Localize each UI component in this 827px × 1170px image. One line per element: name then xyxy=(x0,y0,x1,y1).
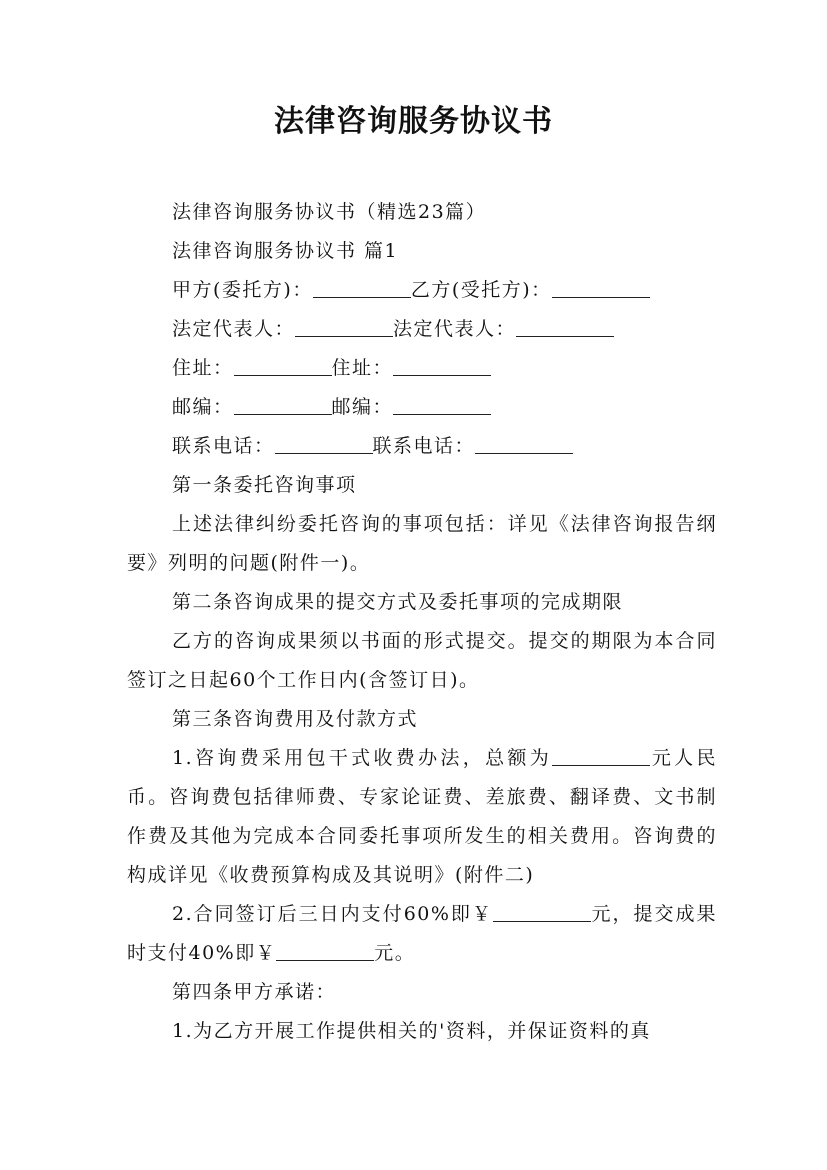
first-payment-blank xyxy=(493,899,591,922)
final-payment-blank xyxy=(276,938,374,961)
address-line xyxy=(127,349,717,388)
zip-line xyxy=(127,388,717,427)
clause-1-text: 上述法律纠纷委托咨询的事项包括：详见《法律咨询报告纲要》列明的问题(附件一)。 xyxy=(127,513,717,574)
zip-label-b: 邮编： xyxy=(331,396,394,418)
party-a-blank xyxy=(313,275,411,298)
clause-3-item-2-end: 元。 xyxy=(374,942,416,964)
clause-2-text: 乙方的咨询成果须以书面的形式提交。提交的期限为本合同签订之日起60个工作日内(含签订日)。 xyxy=(127,630,717,691)
party-a-label: 甲方(委托方)： xyxy=(172,279,313,301)
party-b-label: 乙方(受托方)： xyxy=(410,279,552,301)
zip-label-a: 邮编： xyxy=(172,396,234,418)
fee-total-blank xyxy=(552,743,650,766)
rep-b-blank xyxy=(516,314,614,337)
representative-line xyxy=(127,310,717,349)
address-label-b: 住址： xyxy=(331,357,394,379)
clause-4-item-1: 1.为乙方开展工作提供相关的'资料，并保证资料的真 xyxy=(172,1020,651,1042)
section-heading: 法律咨询服务协议书 篇1 xyxy=(172,240,399,262)
document-body xyxy=(127,193,717,1051)
clause-1-heading: 第一条委托咨询事项 xyxy=(172,474,357,496)
clause-2-heading: 第二条咨询成果的提交方式及委托事项的完成期限 xyxy=(172,591,624,613)
address-label-a: 住址： xyxy=(172,357,234,379)
document-title: 法律咨询服务协议书 xyxy=(274,104,553,139)
phone-a-blank xyxy=(275,431,373,454)
clause-3-item-2-middle: 元，提交成果时支付40%即￥ xyxy=(127,903,717,964)
clause-3-item-2 xyxy=(127,895,717,973)
zip-a-blank xyxy=(234,392,332,415)
phone-label-a: 联系电话： xyxy=(172,435,275,457)
clause-3-item-1-rest: 元人民币。咨询费包括律师费、专家论证费、差旅费、翻译费、文书制作费及其他为完成本合同委托事项所发生的相关费用。咨询费的构成详见《收费预算构成及其说明》(附件二) xyxy=(127,747,717,886)
phone-line xyxy=(127,427,717,466)
clause-3-item-1 xyxy=(127,739,717,895)
address-a-blank xyxy=(234,353,332,376)
rep-label-a: 法定代表人： xyxy=(172,318,296,340)
phone-label-b: 联系电话： xyxy=(372,435,476,457)
document-subtitle: 法律咨询服务协议书（精选23篇） xyxy=(172,201,487,223)
clause-3-heading: 第三条咨询费用及付款方式 xyxy=(172,708,419,730)
clause-3-item-2-start: 2.合同签订后三日内支付60%即￥ xyxy=(172,903,493,925)
phone-b-blank xyxy=(475,431,573,454)
clause-4-heading: 第四条甲方承诺： xyxy=(172,981,337,1003)
clause-3-item-1-start: 1.咨询费采用包干式收费办法，总额为 xyxy=(172,747,553,769)
zip-b-blank xyxy=(393,392,491,415)
party-line xyxy=(127,271,717,310)
rep-label-b: 法定代表人： xyxy=(393,318,517,340)
rep-a-blank xyxy=(295,314,393,337)
address-b-blank xyxy=(393,353,491,376)
party-b-blank xyxy=(552,275,650,298)
